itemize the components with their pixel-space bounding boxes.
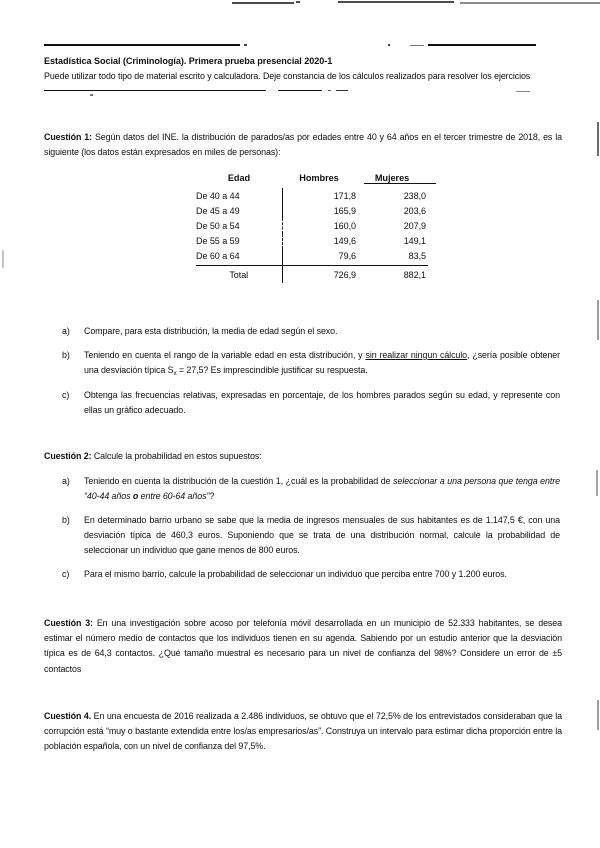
question-4-statement (44, 709, 562, 755)
exam-instructions: Puede utilizar todo tipo de material escrito y calculadora. Deje constancia de los cálculos realizados para resolver los ejercicios (44, 71, 531, 81)
cell-hombres: 171,8 (333, 190, 356, 201)
question-1-items (62, 324, 560, 427)
cell-total-label: Total (196, 266, 282, 283)
question-1-statement (44, 130, 562, 160)
cell-mujeres: 203,6 (403, 205, 426, 216)
cell-edad: De 60 a 64 (196, 249, 282, 266)
table-row (196, 249, 428, 266)
scan-artifact-right-3 (596, 470, 598, 496)
column-header-hombres: Hombres (299, 173, 339, 183)
question-2-label: Cuestión 2: (44, 451, 92, 461)
item-a-pre: Teniendo en cuenta la distribución de la cuestión 1, ¿cuál es la probabilidad de (84, 476, 394, 486)
question-4-text: En una encuesta de 2016 realizada a 2.486 individuos, se obtuvo que el 72,5% de los entrevistados consideraban que la corrupción está “muy o bastante extendida entre los/as empresarios/as”. Construya un intervalo para estimar dicha proporción entre la población española, con un nivel de confianza del 97,5%. (44, 711, 562, 752)
header-rule-fragment-4 (328, 90, 331, 92)
question-3-statement (44, 616, 562, 677)
item-b-mid: , ¿sería posible obtener una desviación típica S (84, 349, 560, 375)
question-1-item-a (62, 324, 560, 339)
scan-artifact-top-1 (232, 2, 294, 4)
question-2-statement (44, 449, 562, 464)
question-1-text: Según datos del INE. la distribución de parados/as por edades entre 40 y 64 años en el tercer trimestre de 2018, es la siguiente (los datos están expresados en miles de personas): (44, 132, 562, 158)
table-row (196, 218, 428, 233)
item-a-post: ? (209, 491, 215, 502)
question-1-item-c (62, 388, 560, 418)
table-row (196, 234, 428, 249)
question-3-label: Cuestión 3: (44, 618, 93, 628)
item-b-post: = 27,5? Es imprescindible justificar su respuesta. (176, 364, 368, 375)
header-rule-fragment-7 (90, 94, 93, 96)
cell-hombres: 79,6 (338, 251, 356, 262)
question-2-item-c (62, 567, 560, 582)
item-b-subscript: x (173, 369, 177, 377)
item-b-pre: Teniendo en cuenta el rango de la variable edad en esta distribución, y (84, 349, 366, 360)
item-text-c: Para el mismo barrio, calcule la probabilidad de seleccionar un individuo que perciba entre 700 y 1.200 euros. (84, 569, 507, 580)
column-header-edad: Edad (227, 173, 251, 183)
exam-title: Estadística Social (Criminología). Primera prueba presencial 2020-1 (44, 56, 333, 66)
cell-hombres: 165,9 (333, 205, 356, 216)
cell-mujeres: 149,1 (403, 236, 426, 247)
scan-artifact-left-1 (2, 250, 4, 268)
item-text-a: Compare, para esta distribución, la media de edad según el sexo. (84, 326, 338, 336)
cell-hombres: 160,0 (333, 220, 356, 231)
item-marker-c: c) (62, 389, 70, 400)
column-header-mujeres: Mujeres (356, 172, 428, 188)
scan-artifact-top-2 (296, 1, 300, 3)
question-1-item-b (62, 348, 560, 379)
scan-artifact-top-3 (338, 1, 454, 3)
question-2-item-a (62, 474, 560, 504)
item-text-a (84, 474, 560, 504)
item-marker-b: b) (62, 349, 70, 360)
question-1-label: Cuestión 1: (44, 132, 92, 142)
cell-edad: De 40 a 44 (196, 188, 282, 203)
scan-artifact-top-4 (460, 2, 600, 4)
header-rule-fragment-1 (244, 44, 247, 46)
item-marker-a: a) (62, 476, 70, 486)
table-total-row (196, 266, 428, 283)
cell-hombres: 149,6 (333, 236, 356, 247)
item-text-c: Obtenga las frecuencias relativas, expresadas en porcentaje, de los hombres parados según su edad, y represente con ellas un gráfico adecuado. (84, 389, 560, 415)
item-a-italic-bold: o (132, 491, 139, 502)
cell-mujeres: 83,5 (408, 251, 426, 262)
exam-header (44, 44, 560, 96)
item-b-underlined: sin realizar ningun cálculo (365, 349, 468, 360)
cell-total-hombres: 726,9 (282, 266, 356, 283)
cell-edad: De 55 a 59 (196, 234, 282, 249)
item-marker-a: a) (62, 326, 70, 336)
unemployment-data-table (196, 172, 428, 283)
cell-edad: De 50 a 54 (196, 218, 282, 233)
cell-edad: De 45 a 49 (196, 203, 282, 218)
question-2-text: Calcule la probabilidad en estos supuestos: (91, 451, 262, 461)
item-a-italic: seleccionar a una persona que tenga entre “40-44 años (84, 476, 560, 502)
item-a-italic-2: entre 60-64 años” (138, 491, 210, 502)
question-4-label: Cuestión 4. (44, 711, 92, 721)
scan-artifact-right-1 (597, 122, 599, 156)
header-bottom-rule (44, 86, 560, 96)
header-top-rule (44, 44, 560, 52)
cell-mujeres: 207,9 (403, 220, 426, 231)
header-rule-fragment-6 (516, 91, 530, 92)
item-marker-c: c) (62, 569, 70, 580)
cell-mujeres: 238,0 (403, 190, 426, 201)
question-2-item-b (62, 513, 560, 559)
table-header-row (196, 172, 428, 188)
header-rule-fragment-5 (336, 90, 348, 92)
item-text-b (84, 348, 560, 379)
header-rule-fragment-3 (410, 45, 424, 46)
cell-total-mujeres: 882,1 (356, 266, 428, 283)
table-row (196, 188, 428, 203)
question-2-items (62, 474, 560, 591)
header-rule-fragment-2 (388, 44, 390, 46)
question-3-text: En una investigación sobre acoso por telefonía móvil desarrollada en un municipio de 52.333 habitantes, se desea estimar el número medio de contactos que los individuos tienen en su agenda. Sabiendo por un estudio anterior que la desviación típica es de 64,3 contactos. ¿Qué tamaño muestral es necesario para un nivel de confianza del 98%? Considere un error de ±5 contactos (44, 618, 562, 674)
scan-artifact-right-2 (597, 300, 599, 340)
table-row (196, 203, 428, 218)
item-text-b: En determinado barrio urbano se sabe que la media de ingresos mensuales de sus habitantes es de 1.147,5 €, con una desviación típica de 460,3 euros. Suponiendo que se trata de una distribución normal, calcule la probabilidad de seleccionar un individuo que gane menos de 800 euros. (84, 514, 560, 556)
scan-artifact-right-4 (597, 700, 599, 730)
item-marker-b: b) (62, 514, 70, 525)
